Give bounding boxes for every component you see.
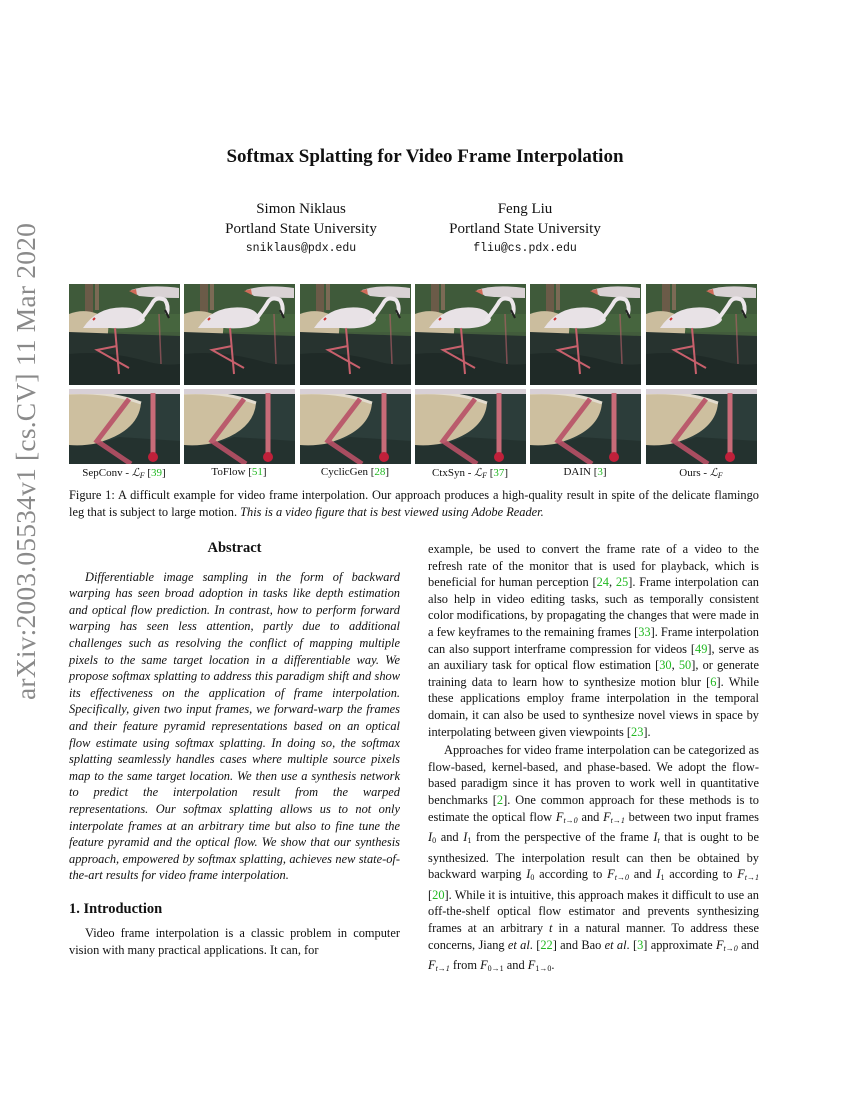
author-affiliation: Portland State University bbox=[225, 221, 377, 237]
loss-subscript: F bbox=[482, 471, 487, 480]
figure-caption-note: This is a video figure that is best viewed using Adobe Reader. bbox=[240, 505, 544, 519]
author-affiliation: Portland State University bbox=[449, 221, 601, 237]
citation-link[interactable]: 51 bbox=[251, 466, 263, 478]
method-name: Ours - bbox=[679, 467, 710, 479]
loss-subscript: F bbox=[717, 471, 723, 480]
citation-link[interactable]: 39 bbox=[151, 467, 163, 479]
author-block-1 bbox=[181, 199, 421, 259]
method-name: CtxSyn - bbox=[431, 467, 475, 479]
panel-ours-crop bbox=[646, 389, 757, 464]
panel-cyclicgen-full bbox=[300, 284, 411, 385]
author-email[interactable]: sniklaus@pdx.edu bbox=[245, 242, 357, 255]
panel-dain-full bbox=[530, 284, 641, 385]
subcaption-dain: DAIN [3] bbox=[563, 466, 607, 478]
citation-link[interactable]: 2 bbox=[496, 792, 504, 807]
subcaption-cyclicgen: CyclicGen [28] bbox=[320, 466, 390, 478]
citation-link[interactable]: 20 bbox=[432, 887, 445, 902]
introduction-heading: 1. Introduction bbox=[69, 900, 163, 917]
author-name: Simon Niklaus bbox=[256, 201, 346, 217]
figure-caption bbox=[69, 487, 759, 521]
abstract-heading: Abstract bbox=[207, 540, 262, 556]
loss-symbol: ℒ bbox=[709, 467, 718, 479]
citation-link[interactable]: 25 bbox=[615, 575, 629, 590]
citation-link[interactable]: 3 bbox=[597, 466, 603, 478]
intro-paragraph-2: Approaches for video frame interpolation can be categorized as flow-based, kernel-based, and phase-based. We adopt the flow-based paradigm since it has proven to work well in quantitative benchmarks [2]. One common approach for these methods is to estimate the optical flow $F_{t\to 0}$ and $F_{t\to 1}$ between two input frames $I_0$ and $I_1$ from the perspective of the frame $I_t$ that is ought to be synthesized. The interpolation result can then be obtained by backward warping $I_0$ according to $F_{t\to 0}$ and $I_1$ according to $F_{t\to 1}$ [20]. While it is intuitive, this approach makes it difficult to use an off-the-shelf optical flow estimator and prevents synthesizing frames at an arbitrary t in a natural manner. To address these concerns, Jiang et al. [22] and Bao et al. [3] approximate $F_{t\to 0}$ and $F_{t\to 1}$ from $F_{0\to 1}$ and $F_{1\to 0}$. bbox=[428, 743, 760, 974]
panel-sepconv-crop bbox=[69, 389, 180, 464]
method-name: CyclicGen bbox=[320, 466, 371, 478]
panel-ctxsyn-crop bbox=[415, 389, 526, 464]
arxiv-identifier-stamp: arXiv:2003.05534v1 [cs.CV] 11 Mar 2020 bbox=[10, 222, 41, 700]
panel-toflow-full bbox=[184, 284, 295, 385]
citation-link[interactable]: 24 bbox=[596, 575, 609, 590]
abstract-body: Differentiable image sampling in the form of backward warping has seen broad adoption in tasks like depth estimation and optical flow prediction. In contrast, how to perform forward warping has seen less attention, partly due to additional challenges such as resolving the conflict of mapping multiple pixels to the same target location in a differentiable way. We propose softmax splatting to address this paradigm shift and show its effectiveness on the application of frame interpolation. Specifically, given two input frames, we forward-warp the frames and their feature pyramid representations based on an optical flow estimate using softmax splatting. In doing so, the softmax splatting seamlessly handles cases where multiple source pixels map to the same target location. We then use a synthesis network to predict the interpolation result from the warped representations. Our softmax splatting allows us to not only interpolate frames at an arbitrary time but also to fine tune the feature pyramid and the optical flow. We show that our synthesis approach, empowered by softmax splatting, achieves new state-of-the-art results for video frame interpolation. bbox=[69, 569, 400, 883]
method-name: DAIN bbox=[563, 466, 594, 478]
panel-sepconv-full bbox=[69, 284, 180, 385]
citation-link[interactable]: 3 bbox=[637, 937, 644, 952]
subcaption-toflow: ToFlow [51] bbox=[211, 466, 267, 478]
citation-link[interactable]: 37 bbox=[493, 467, 505, 479]
subcaption-sepconv: SepConv - ℒ$_F$ [39] bbox=[82, 467, 166, 480]
loss-symbol: ℒ bbox=[474, 467, 483, 479]
citation-link[interactable]: 50 bbox=[678, 658, 692, 673]
citation-link[interactable]: 30 bbox=[659, 658, 672, 673]
author-email[interactable]: fliu@cs.pdx.edu bbox=[473, 242, 577, 255]
intro-paragraph-1-start: Video frame interpolation is a classic problem in computer vision with many practical applications. It can, for bbox=[69, 926, 400, 958]
citation-link[interactable]: 6 bbox=[710, 674, 717, 689]
method-name: ToFlow bbox=[211, 466, 249, 478]
panel-dain-crop bbox=[530, 389, 641, 464]
method-name: SepConv - bbox=[82, 467, 132, 479]
citation-link[interactable]: 49 bbox=[695, 641, 708, 656]
citation-link[interactable]: 28 bbox=[374, 466, 386, 478]
citation-link[interactable]: 23 bbox=[631, 724, 644, 739]
citation-link[interactable]: 33 bbox=[638, 624, 651, 639]
panel-cyclicgen-crop bbox=[300, 389, 411, 464]
loss-subscript: F bbox=[139, 471, 145, 480]
author-name: Feng Liu bbox=[497, 201, 553, 217]
right-column bbox=[428, 541, 759, 978]
paper-title: Softmax Splatting for Video Frame Interpolation bbox=[226, 146, 624, 167]
loss-symbol: ℒ bbox=[131, 467, 140, 479]
left-column bbox=[69, 540, 400, 959]
author-block-2 bbox=[405, 199, 645, 259]
panel-ctxsyn-full bbox=[415, 284, 526, 385]
citation-link[interactable]: 22 bbox=[540, 937, 553, 952]
panel-toflow-crop bbox=[184, 389, 295, 464]
subcaption-ours bbox=[636, 466, 766, 480]
intro-paragraph-1-continued: example, be used to convert the frame rate of a video to the refresh rate of the monitor that is used for playback, which is beneficial for human perception [24, 25]. Frame interpolation can also help in video editing tasks, such as temporally consistent color modifications, by propagating the changes that were made in a few keyframes to the remaining frames [33]. Frame interpolation can also support interframe compression for videos [49], serve as an auxiliary task for optical flow estimation [30, 50], or generate training data to learn how to synthesize motion blur [6]. While these applications employ frame interpolation in the temporal domain, it can also be used to synthesize novel views in space by interpolating between given viewpoints [23]. bbox=[428, 542, 759, 739]
figure-label: Figure 1: bbox=[69, 488, 115, 502]
panel-ours-full bbox=[646, 284, 757, 385]
subcaption-ctxsyn: CtxSyn - ℒ$_F$ [37] bbox=[431, 467, 509, 480]
figure-caption-text: A difficult example for video frame interpolation. Our approach produces a high-quality result in spite of the delicate flamingo leg that is subject to large motion. bbox=[69, 488, 759, 519]
